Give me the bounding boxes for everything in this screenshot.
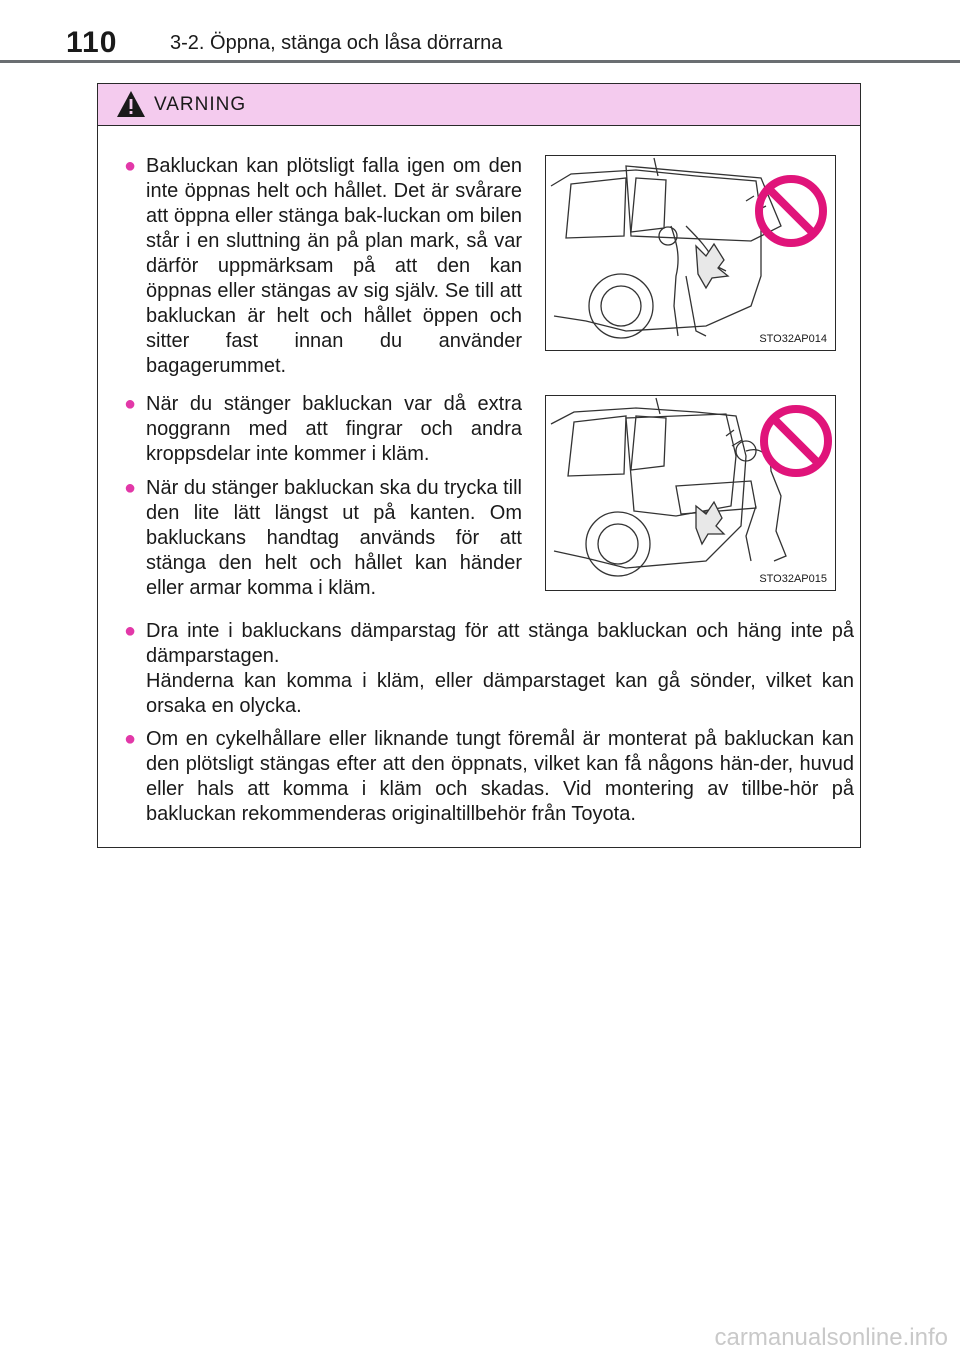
prohibition-icon	[759, 179, 823, 243]
figure-1	[545, 155, 836, 351]
bullet-icon: ●	[124, 477, 137, 499]
warning-item-3	[124, 476, 522, 601]
section-title: 3-2. Öppna, stänga och låsa dörrarna	[170, 32, 503, 54]
watermark: carmanualsonline.info	[714, 1324, 948, 1351]
warning-item-text: När du stänger bakluckan var då extra noggrann med att fingrar och andra kroppsdelar inte kommer i kläm.	[146, 393, 522, 465]
warning-item-text: Bakluckan kan plötsligt falla igen om den inte öppnas helt och hållet. Det är svårare att öppna eller stänga bak-luckan om bilen står i en sluttning än på plan mark, så var därför uppmärksam på att den kan öppnas eller stängas av sig själv. Se till att bakluckan är helt och hållet öppen och sitter fast innan du använder bagagerummet.	[146, 155, 522, 377]
warning-item-text: Dra inte i bakluckans dämparstag för att stänga bakluckan och häng inte på dämparstagen.	[146, 620, 854, 667]
figure-code: STO32AP014	[759, 333, 827, 345]
warning-box	[97, 83, 861, 848]
page-number: 110	[66, 26, 118, 59]
warning-item-5	[124, 727, 854, 827]
prohibition-icon	[764, 409, 828, 473]
warning-header	[98, 84, 860, 126]
warning-item-2	[124, 392, 522, 467]
figure-code: STO32AP015	[759, 573, 827, 585]
warning-label: VARNING	[154, 94, 247, 115]
warning-triangle-icon	[116, 90, 146, 118]
bullet-icon: ●	[124, 155, 137, 177]
figure-1-illustration	[546, 156, 836, 351]
warning-item-4	[124, 619, 854, 719]
bullet-icon: ●	[124, 728, 137, 750]
warning-item-text: Om en cykelhållare eller liknande tungt föremål är monterat på bakluckan kan den plötsligt stängas efter att den öppnats, vilket kan få någons hän-der, huvud eller hals att komma i kläm och skadas. Vid montering av tillbe-hör på bakluckan rekommenderas originaltillbehör från Toyota.	[146, 728, 854, 825]
warning-item-text-continued: Händerna kan komma i kläm, eller dämparstaget kan gå sönder, vilket kan orsaka en olycka.	[146, 670, 854, 717]
bullet-icon: ●	[124, 620, 137, 642]
page-header	[0, 0, 960, 62]
figure-2	[545, 395, 836, 591]
header-rule	[0, 60, 960, 63]
warning-item-1	[124, 154, 522, 379]
warning-item-text: När du stänger bakluckan ska du trycka till den lite lätt längst ut på kanten. Om bakluckans handtag används för att stänga den helt och hållet kan händer eller armar komma i kläm.	[146, 477, 522, 599]
figure-2-illustration	[546, 396, 836, 591]
bullet-icon: ●	[124, 393, 137, 415]
